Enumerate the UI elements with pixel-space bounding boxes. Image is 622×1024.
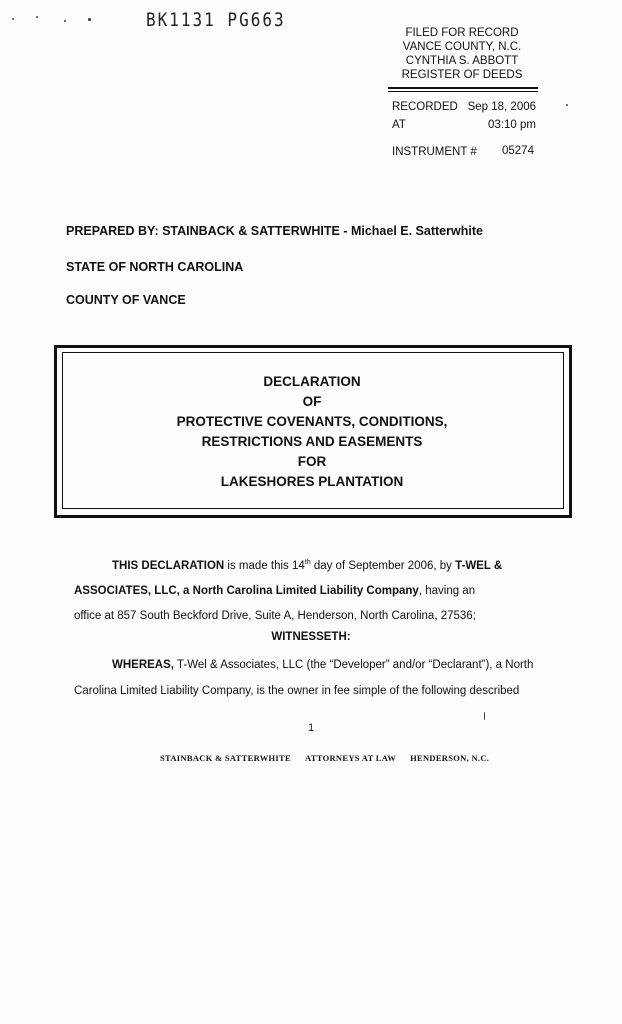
recorded-labels xyxy=(392,98,458,134)
book-page-stamp: BK1131 PG663 xyxy=(146,8,286,31)
scan-speck xyxy=(12,18,14,20)
title-line: PROTECTIVE COVENANTS, CONDITIONS, xyxy=(176,414,448,429)
scan-speck xyxy=(88,18,91,21)
instrument-number: 05274 xyxy=(502,145,534,157)
recorded-date: Sep 18, 2006 xyxy=(467,101,536,113)
title-line: LAKESHORES PLANTATION xyxy=(220,474,404,489)
recorded-time: 03:10 pm xyxy=(488,119,536,131)
footer-firm: STAINBACK & SATTERWHITE xyxy=(160,753,291,763)
party-name: ASSOCIATES, LLC, a North Carolina Limited Liability Company xyxy=(74,585,419,597)
filed-line: FILED FOR RECORD xyxy=(405,27,519,39)
recorded-label: RECORDED xyxy=(392,101,458,113)
filed-line: CYNTHIA S. ABBOTT xyxy=(405,55,519,67)
witnesseth xyxy=(74,631,548,643)
body-text: is made this 14 xyxy=(224,559,305,572)
filed-line: VANCE COUNTY, N.C. xyxy=(402,41,522,53)
at-label: AT xyxy=(392,119,406,131)
title-line: RESTRICTIONS AND EASEMENTS xyxy=(201,434,423,449)
witnesseth-label: WITNESSETH: xyxy=(271,631,351,643)
party-name: T-WEL & xyxy=(455,559,503,572)
title-line: OF xyxy=(302,394,322,409)
instrument-label: INSTRUMENT # xyxy=(392,146,477,158)
body-line-2 xyxy=(74,585,564,597)
this-declaration: THIS DECLARATION xyxy=(112,559,225,572)
title-line: FOR xyxy=(297,454,327,469)
body-line-1 xyxy=(112,559,602,572)
letterhead-footer xyxy=(160,753,503,763)
scan-speck xyxy=(484,712,485,720)
body-line-6: Carolina Limited Liability Company, is the owner in fee simple of the following described xyxy=(74,685,520,697)
body-line-5 xyxy=(112,659,602,671)
body-text: day of September 2006, by xyxy=(310,559,456,572)
filed-for-record-block xyxy=(388,26,536,82)
body-line-3: office at 857 South Beckford Drive, Suite A, Henderson, North Carolina, 27536; xyxy=(74,610,476,622)
divider xyxy=(388,91,538,92)
body-text: , having an xyxy=(418,585,476,597)
scan-speck xyxy=(36,16,38,18)
footer-role: ATTORNEYS AT LAW xyxy=(304,753,397,763)
title-line: DECLARATION xyxy=(263,374,361,389)
body-text: T-Wel & Associates, LLC (the “Developer” and/or “Declarant”), a North xyxy=(173,659,534,671)
scan-speck xyxy=(566,104,568,106)
prepared-by: PREPARED BY: STAINBACK & SATTERWHITE - Michael E. Satterwhite xyxy=(66,224,483,238)
page-number: 1 xyxy=(307,722,315,734)
footer-city: HENDERSON, N.C. xyxy=(410,753,490,763)
ordinal-suffix: th xyxy=(304,559,311,566)
state-line: STATE OF NORTH CAROLINA xyxy=(66,260,244,274)
recorded-values xyxy=(462,98,536,134)
scan-speck xyxy=(64,20,66,22)
document-title xyxy=(62,372,562,492)
whereas: WHEREAS, xyxy=(112,659,174,671)
divider xyxy=(388,87,538,89)
county-line: COUNTY OF VANCE xyxy=(66,293,186,307)
filed-line: REGISTER OF DEEDS xyxy=(401,69,523,81)
